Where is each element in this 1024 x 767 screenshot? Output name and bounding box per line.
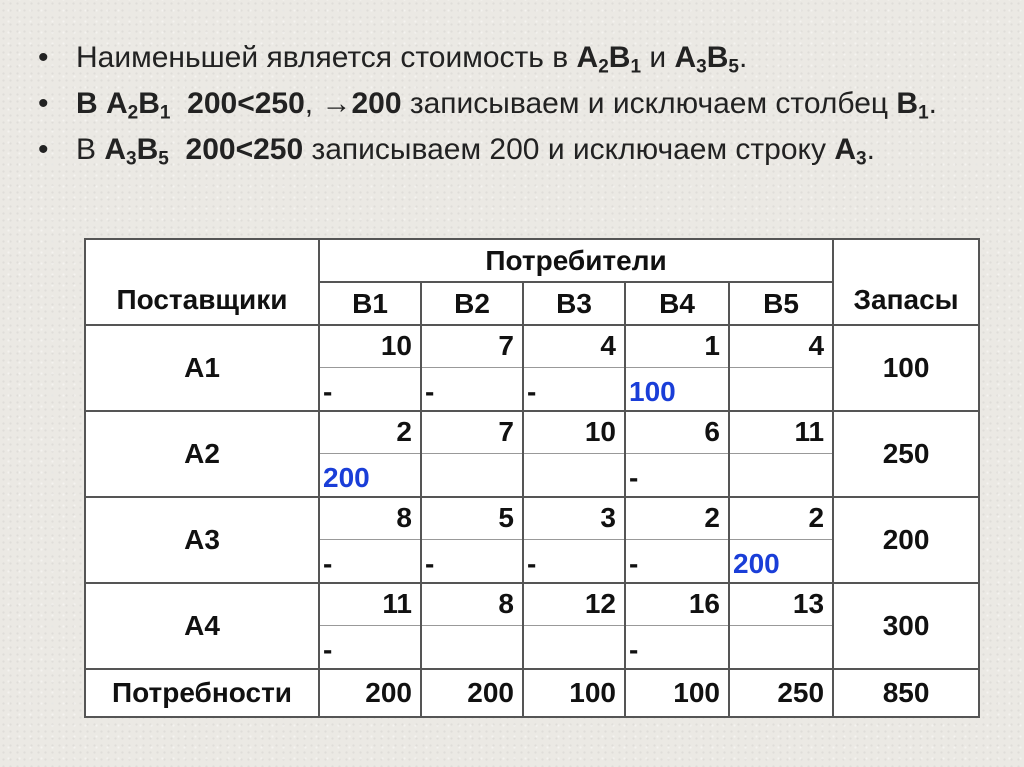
row-header-a2: А2 [85, 411, 319, 497]
cost-cell: 4 [523, 325, 625, 367]
bullet-dot: • [38, 133, 49, 166]
column-header-b4: В4 [625, 282, 729, 325]
row-header-a4: А4 [85, 583, 319, 669]
total-cell: 850 [833, 669, 979, 717]
allocation-cell: - [421, 367, 523, 411]
stock-cell: 300 [833, 583, 979, 669]
cost-cell: 8 [319, 497, 421, 539]
cost-cell: 13 [729, 583, 833, 625]
cost-cell: 10 [319, 325, 421, 367]
cost-cell: 7 [421, 325, 523, 367]
row-header-a1: А1 [85, 325, 319, 411]
demand-cell: 100 [625, 669, 729, 717]
allocation-cell [729, 453, 833, 497]
cost-cell: 1 [625, 325, 729, 367]
allocation-cell [523, 625, 625, 669]
stock-cell: 200 [833, 497, 979, 583]
demand-cell: 100 [523, 669, 625, 717]
bullet-2: • В $А_2В_1$ 200<250, →200 записываем и исключаем столбец $В_1$. [38, 87, 937, 124]
bullet-dot: • [38, 87, 49, 120]
allocation-cell-highlight: 200 [319, 453, 421, 497]
bullet-list [38, 40, 998, 178]
allocation-cell: - [319, 539, 421, 583]
column-header-b3: В3 [523, 282, 625, 325]
demand-cell: 200 [421, 669, 523, 717]
allocation-cell [421, 625, 523, 669]
bullet-1: • Наименьшей является стоимость в $A_2B_1$ и $A_3B_5$. [38, 41, 748, 78]
allocation-cell [729, 367, 833, 411]
allocation-cell-highlight: 200 [729, 539, 833, 583]
allocation-cell: - [319, 367, 421, 411]
allocation-cell: - [625, 453, 729, 497]
bullet-3: • В $А_3В_5$ 200<250 записываем 200 и исключаем строку $А_3$. [38, 133, 875, 170]
consumers-header: Потребители [319, 239, 833, 282]
suppliers-header: Поставщики [85, 239, 319, 325]
row-header-a3: А3 [85, 497, 319, 583]
allocation-cell: - [421, 539, 523, 583]
transport-table [84, 238, 978, 718]
cost-cell: 8 [421, 583, 523, 625]
stock-header: Запасы [833, 239, 979, 325]
cost-cell: 3 [523, 497, 625, 539]
allocation-cell [729, 625, 833, 669]
column-header-b5: В5 [729, 282, 833, 325]
allocation-cell: - [625, 625, 729, 669]
cost-cell: 2 [319, 411, 421, 453]
demand-cell: 200 [319, 669, 421, 717]
cost-cell: 2 [729, 497, 833, 539]
cost-cell: 5 [421, 497, 523, 539]
cost-cell: 6 [625, 411, 729, 453]
cost-cell: 12 [523, 583, 625, 625]
demand-cell: 250 [729, 669, 833, 717]
cost-cell: 4 [729, 325, 833, 367]
allocation-cell: - [319, 625, 421, 669]
bullet-dot: • [38, 41, 49, 74]
cost-cell: 16 [625, 583, 729, 625]
transport-table-grid [84, 238, 980, 718]
allocation-cell: - [523, 539, 625, 583]
cost-cell: 2 [625, 497, 729, 539]
allocation-cell: - [625, 539, 729, 583]
cost-cell: 10 [523, 411, 625, 453]
cost-cell: 7 [421, 411, 523, 453]
cost-cell: 11 [729, 411, 833, 453]
allocation-cell-highlight: 100 [625, 367, 729, 411]
column-header-b1: В1 [319, 282, 421, 325]
allocation-cell [421, 453, 523, 497]
stock-cell: 100 [833, 325, 979, 411]
allocation-cell: - [523, 367, 625, 411]
column-header-b2: В2 [421, 282, 523, 325]
cost-cell: 11 [319, 583, 421, 625]
stock-cell: 250 [833, 411, 979, 497]
allocation-cell [523, 453, 625, 497]
demand-label: Потребности [85, 669, 319, 717]
